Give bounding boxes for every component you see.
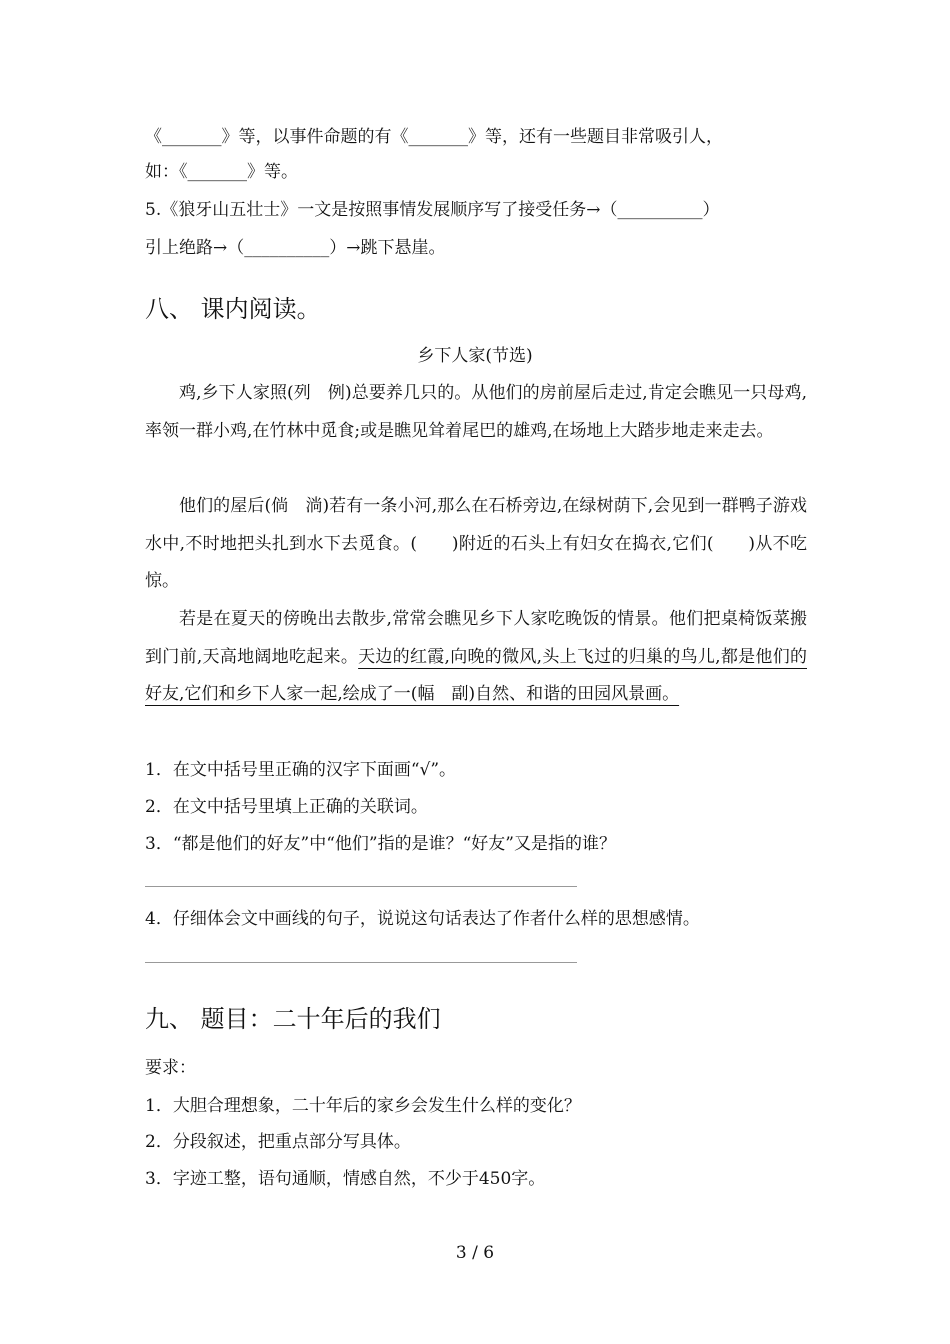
page-number: 3 / 6 [455, 1243, 495, 1263]
requirement-1: 1．大胆合理想象，二十年后的家乡会发生什么样的变化？ [145, 1096, 581, 1116]
answer-line-4[interactable] [145, 962, 577, 963]
question-4: 4．仔细体会文中画线的句子，说说这句话表达了作者什么样的思想感情。 [145, 909, 700, 929]
underlined-sentence: 天边的红霞,向晚的微风,头上飞过的归巢的鸟儿,都是他们的好友,它们和乡下人家一起,绘成了一(幅 副)自然、和谐的田园风景画。 [145, 646, 807, 704]
requirements-label: 要求： [145, 1058, 196, 1078]
answer-line-3[interactable] [145, 886, 577, 887]
question-5: 5.《狼牙山五壮士》一文是按照事情发展顺序写了接受任务→（__________） [145, 200, 720, 220]
passage-paragraph-3 [145, 601, 807, 714]
requirement-3: 3．字迹工整，语句通顺，情感自然，不少于450字。 [145, 1169, 546, 1189]
passage-title: 乡下人家(节选) [417, 346, 533, 366]
passage-paragraph-1: 鸡,乡下人家照(列 例)总要养几只的。从他们的房前屋后走过,肯定会瞧见一只母鸡,率领一群小鸡,在竹林中觅食;或是瞧见耸着尾巴的雄鸡,在场地上大踏步地走来走去。 [145, 383, 807, 441]
question-2: 2．在文中括号里填上正确的关联词。 [145, 797, 428, 817]
section-heading-8: 八、 课内阅读。 [145, 295, 321, 323]
text-line: 如：《_______》等。 [145, 162, 298, 182]
text-line: 《_______》等，以事件命题的有《_______》等，还有一些题目非常吸引人， [145, 127, 723, 147]
question-3: 3．“都是他们的好友”中“他们”指的是谁？“好友”又是指的谁？ [145, 834, 616, 854]
question-1: 1．在文中括号里正确的汉字下面画“√”。 [145, 760, 457, 780]
requirement-2: 2．分段叙述，把重点部分写具体。 [145, 1132, 411, 1152]
paragraph-text: 若是在夏天的傍晚出去散步,常常会瞧见乡下人家吃晚饭的情景。他们把桌椅饭菜搬到门前,天高地阔地吃起来。 [145, 609, 807, 667]
passage-paragraph-2: 他们的屋后(倘 淌)若有一条小河,那么在石桥旁边,在绿树荫下,会见到一群鸭子游戏水中,不时地把头扎到水下去觅食。( )附近的石头上有妇女在捣衣,它们( )从不吃惊。 [145, 496, 807, 591]
question-5-continued: 引上绝路→（__________）→跳下悬崖。 [145, 238, 446, 258]
section-heading-9: 九、 题目：二十年后的我们 [145, 1005, 441, 1033]
